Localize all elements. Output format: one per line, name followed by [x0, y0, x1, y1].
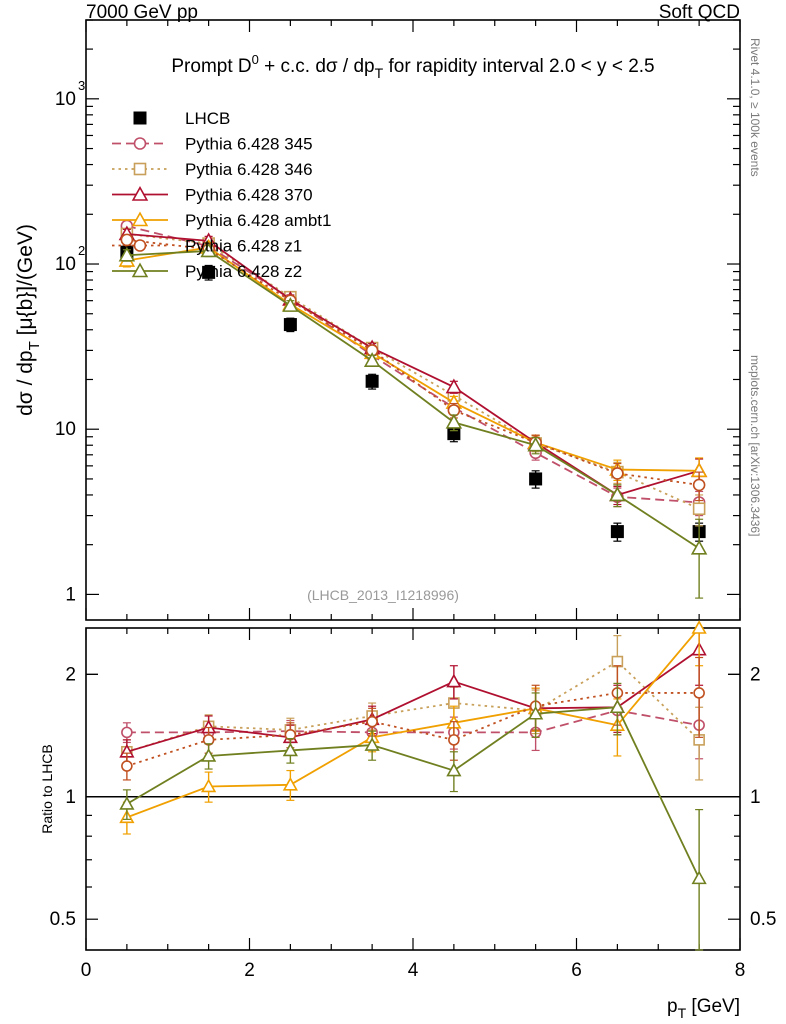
- legend-label: Pythia 6.428 ambt1: [185, 211, 332, 230]
- legend-label: Pythia 6.428 z2: [185, 262, 303, 281]
- header-right: Soft QCD: [658, 2, 740, 23]
- ratio-y-tick-label-right: 1: [750, 786, 761, 808]
- ratio-y-tick-label: 1: [65, 786, 76, 808]
- y-tick-exponent: 2: [78, 243, 86, 259]
- watermark-group: [307, 587, 459, 603]
- data-point-marker: [447, 416, 461, 428]
- legend-label: Pythia 6.428 346: [185, 160, 313, 179]
- data-point-marker: [367, 717, 377, 727]
- y-tick-exponent: 3: [78, 77, 86, 93]
- data-point-marker: [694, 479, 705, 490]
- y-tick-label: 10: [54, 419, 76, 441]
- series-line: [127, 251, 699, 548]
- y-tick-label: 10: [54, 254, 76, 276]
- panel-ratio-frame: [86, 628, 740, 950]
- header-left: 7000 GeV pp: [86, 2, 198, 23]
- y-tick-label: 10: [54, 88, 76, 110]
- ratio-y-tick-label: 0.5: [49, 909, 76, 931]
- data-point-marker: [694, 503, 705, 514]
- data-point-marker: [121, 234, 132, 245]
- y-tick-label: 1: [65, 584, 76, 606]
- ratio-y-axis-label: Ratio to LHCB: [39, 744, 55, 834]
- main-y-axis: [55, 20, 740, 605]
- data-point-marker: [135, 138, 146, 149]
- ratio-y-tick-label: 2: [65, 664, 76, 686]
- data-point-marker: [284, 319, 296, 331]
- data-point-marker: [121, 798, 134, 809]
- data-point-marker: [366, 375, 378, 387]
- series-6-main: [120, 244, 706, 598]
- x-tick-label: 4: [407, 960, 419, 981]
- x-tick-label: 0: [80, 960, 92, 981]
- ratio-y-axis: [50, 664, 777, 930]
- legend-label: Pythia 6.428 z1: [185, 236, 303, 256]
- data-point-marker: [122, 761, 132, 771]
- data-point-marker: [447, 380, 461, 392]
- data-point-marker: [692, 541, 706, 553]
- data-point-marker: [611, 526, 623, 538]
- data-point-marker: [449, 735, 459, 745]
- plot-title-group: [171, 52, 654, 81]
- ratio-y-tick-label-right: 2: [750, 664, 761, 686]
- mcplots-reference-note: mcplots.cern.ch [arXiv:1306.3436]: [748, 355, 762, 537]
- data-point-marker: [135, 240, 146, 251]
- data-point-marker: [135, 164, 146, 175]
- ratio-y-tick-label-right: 0.5: [750, 909, 777, 931]
- data-point-marker: [122, 727, 132, 737]
- rivet-version-note: Rivet 4.1.0, ≥ 100k events: [748, 38, 762, 177]
- legend-label: Pythia 6.428 345: [185, 134, 313, 154]
- x-tick-label: 8: [734, 960, 746, 981]
- data-point-marker: [134, 112, 146, 124]
- data-point-marker: [693, 872, 706, 883]
- dataset-watermark: (LHCB_2013_I1218996): [307, 587, 459, 603]
- data-point-marker: [448, 675, 461, 686]
- plot-title: Prompt $D^0 + c.c$. dσ / $dp_T$ for rapidity interval 2.0 < y < 2.5: [171, 52, 655, 81]
- legend: [112, 109, 331, 281]
- data-point-marker: [694, 688, 704, 698]
- ratio-x-axis: [81, 628, 746, 981]
- data-point-marker: [612, 657, 622, 667]
- x-axis-label: $p_T$ [GeV]: [667, 996, 740, 1021]
- data-point-marker: [530, 473, 542, 485]
- legend-label: LHCB: [185, 109, 231, 128]
- x-tick-label: 2: [244, 960, 255, 981]
- x-tick-label: 6: [571, 960, 582, 981]
- data-point-marker: [612, 468, 623, 479]
- y-axis-label: dσ / $dp_T$ [μ{b}]/(GeV): [14, 224, 43, 416]
- ratio-panel-border: [86, 628, 740, 950]
- legend-label: Pythia 6.428 370: [185, 185, 313, 205]
